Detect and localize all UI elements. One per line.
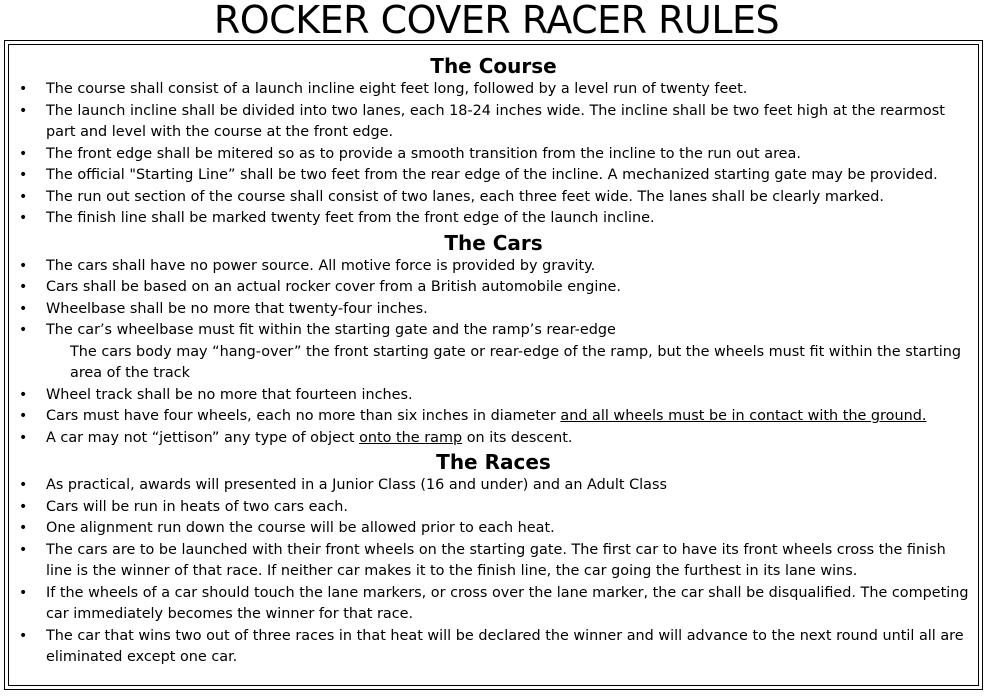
rule-text: Wheelbase shall be no more that twenty-four inches. bbox=[46, 300, 428, 317]
rules-frame bbox=[4, 40, 983, 690]
list-item bbox=[17, 497, 970, 519]
cars-rules-list bbox=[17, 256, 970, 450]
rule-text: The finish line shall be marked twenty feet from the front edge of the launch incline. bbox=[46, 210, 655, 226]
list-item bbox=[17, 320, 970, 385]
bullet-icon: • bbox=[19, 322, 28, 338]
bullet-icon: • bbox=[19, 257, 28, 274]
rule-text: If the wheels of a car should touch the lane markers, or cross over the lane marker, the car shall be disqualified. The competing car immediately becomes the winner for that race. bbox=[46, 584, 969, 622]
list-item bbox=[17, 626, 970, 669]
bullet-icon: • bbox=[19, 498, 28, 515]
rule-text: The official "Starting Line” shall be two feet from the rear edge of the incline. A mechanized starting gate may be provided. bbox=[46, 167, 938, 183]
list-item bbox=[17, 428, 970, 450]
list-item bbox=[17, 518, 970, 540]
rule-text: The course shall consist of a launch incline eight feet long, followed by a level run of twenty feet. bbox=[46, 81, 748, 97]
bullet-icon: • bbox=[19, 210, 28, 226]
bullet-icon: • bbox=[19, 145, 28, 162]
rule-underlined-text: onto the ramp bbox=[359, 429, 463, 446]
bullet-icon: • bbox=[19, 520, 28, 536]
rule-text: Cars must have four wheels, each no more than six inches in diameter bbox=[46, 408, 561, 424]
page-title: ROCKER COVER RACER RULES bbox=[213, 0, 780, 42]
rule-text: One alignment run down the course will be allowed prior to each heat. bbox=[46, 520, 555, 536]
list-item bbox=[17, 475, 970, 497]
section-heading-cars: The Cars bbox=[444, 230, 543, 255]
rule-text: The car that wins two out of three races in that heat will be declared the winner and will advance to the next round until all are eliminated except one car. bbox=[46, 627, 964, 665]
bullet-icon: • bbox=[19, 102, 28, 119]
list-item bbox=[17, 165, 970, 187]
list-item bbox=[17, 79, 970, 101]
list-item bbox=[17, 406, 970, 428]
list-item bbox=[17, 144, 970, 166]
rule-text: As practical, awards will presented in a Junior Class (16 and under) and an Adult Class bbox=[46, 477, 667, 493]
rule-subtext: The cars body may “hang-over” the front starting gate or rear-edge of the ramp, but the wheels must fit within the starting area of the track bbox=[70, 343, 961, 381]
rule-text: The run out section of the course shall consist of two lanes, each three feet wide. The lanes shall be clearly marked. bbox=[46, 188, 884, 205]
list-item bbox=[17, 277, 970, 299]
bullet-icon: • bbox=[19, 279, 28, 295]
rule-text: Cars shall be based on an actual rocker cover from a British automobile engine. bbox=[46, 279, 621, 295]
rule-text: The cars are to be launched with their front wheels on the starting gate. The first car to have its front wheels cross the finish line is the winner of that race. If neither car makes it to the finish line, the car going the furthest in its lane wins. bbox=[46, 541, 946, 579]
list-item bbox=[17, 299, 970, 321]
rule-text: The launch incline shall be divided into two lanes, each 18-24 inches wide. The incline shall be two feet high at the rearmost part and level with the course at the front edge. bbox=[46, 102, 945, 140]
bullet-icon: • bbox=[19, 429, 28, 446]
bullet-icon: • bbox=[19, 300, 28, 317]
list-item bbox=[17, 208, 970, 230]
list-item bbox=[17, 256, 970, 278]
rules-frame-inner bbox=[8, 44, 979, 686]
bullet-icon: • bbox=[19, 188, 28, 205]
rule-text: The cars shall have no power source. All motive force is provided by gravity. bbox=[46, 257, 596, 274]
bullet-icon: • bbox=[19, 541, 28, 558]
rule-text: The front edge shall be mitered so as to provide a smooth transition from the incline to the run out area. bbox=[46, 145, 801, 162]
bullet-icon: • bbox=[19, 81, 28, 97]
section-heading-races: The Races bbox=[436, 450, 551, 474]
bullet-icon: • bbox=[19, 386, 28, 403]
rule-text: The car’s wheelbase must fit within the starting gate and the ramp’s rear-edge bbox=[46, 322, 616, 338]
bullet-icon: • bbox=[19, 627, 28, 644]
rule-text: A car may not “jettison” any type of object bbox=[46, 429, 360, 446]
list-item bbox=[17, 385, 970, 407]
bullet-icon: • bbox=[19, 584, 28, 601]
rule-text: Wheel track shall be no more that fourteen inches. bbox=[46, 386, 413, 403]
bullet-icon: • bbox=[19, 477, 28, 493]
races-rules-list bbox=[17, 475, 970, 669]
list-item bbox=[17, 583, 970, 626]
bullet-icon: • bbox=[19, 408, 28, 424]
bullet-icon: • bbox=[19, 167, 28, 183]
list-item bbox=[17, 187, 970, 209]
rule-text-tail: on its descent. bbox=[462, 429, 573, 446]
rule-underlined-text: and all wheels must be in contact with the ground. bbox=[560, 408, 927, 424]
rule-text: Cars will be run in heats of two cars each. bbox=[46, 498, 348, 515]
course-rules-list bbox=[17, 79, 970, 230]
section-heading-course: The Course bbox=[430, 54, 557, 78]
list-item bbox=[17, 101, 970, 144]
list-item bbox=[17, 540, 970, 583]
